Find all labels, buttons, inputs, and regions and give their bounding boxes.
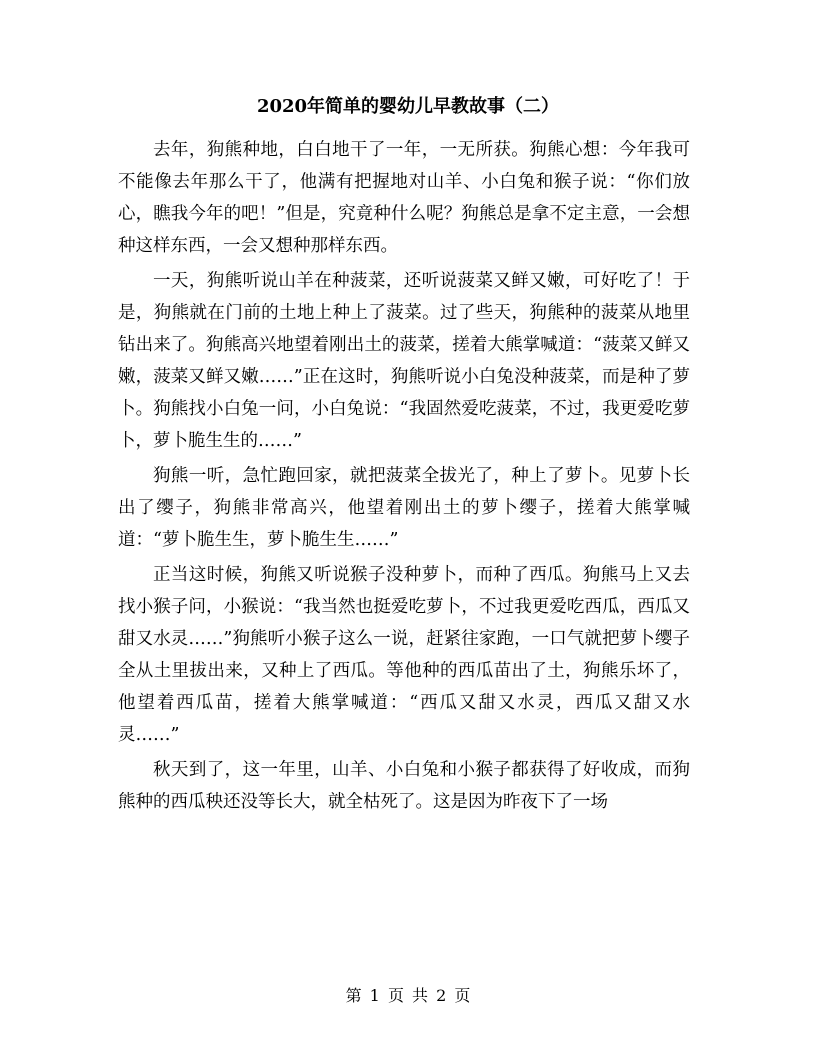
paragraph-2: 一天，狗熊听说山羊在种菠菜，还听说菠菜又鲜又嫩，可好吃了！于是，狗熊就在门前的土地上种上了菠菜。过了些天，狗熊种的菠菜从地里钻出来了。狗熊高兴地望着刚出土的菠菜，搓着大熊掌喊道：“菠菜又鲜又嫩，菠菜又鲜又嫩……”正在这时，狗熊听说小白兔没种菠菜，而是种了萝卜。狗熊找小白兔一问，小白兔说：“我固然爱吃菠菜，不过，我更爱吃萝卜，萝卜脆生生的……” [118,271,690,451]
paragraph-4: 正当这时候，狗熊又听说猴子没种萝卜，而种了西瓜。狗熊马上又去找小猴子问，小猴说：“我当然也挺爱吃萝卜，不过我更爱吃西瓜，西瓜又甜又水灵……”狗熊听小猴子这么一说，赶紧往家跑，一口气就把萝卜缨子全从土里拔出来，又种上了西瓜。等他种的西瓜苗出了土，狗熊乐坏了，他望着西瓜苗，搓着大熊掌喊道：“西瓜又甜又水灵，西瓜又甜又水灵……” [118,565,690,745]
paragraph-5: 秋天到了，这一年里，山羊、小白兔和小猴子都获得了好收成，而狗熊种的西瓜秧还没等长大，就全枯死了。这是因为昨夜下了一场 [118,760,690,812]
page-number-footer: 第 1 页 共 2 页 [345,986,471,1005]
document-body [118,134,690,821]
document-title: 2020年简单的婴幼儿早教故事（二） [256,96,560,117]
paragraph-1: 去年，狗熊种地，白白地干了一年，一无所获。狗熊心想：今年我可不能像去年那么干了，他满有把握地对山羊、小白兔和猴子说：“你们放心，瞧我今年的吧！”但是，究竟种什么呢？狗熊总是拿不定主意，一会想种这样东西，一会又想种那样东西。 [118,140,690,256]
paragraph-3: 狗熊一听，急忙跑回家，就把菠菜全拔光了，种上了萝卜。见萝卜长出了缨子，狗熊非常高兴，他望着刚出土的萝卜缨子，搓着大熊掌喊道：“萝卜脆生生，萝卜脆生生……” [118,466,690,550]
